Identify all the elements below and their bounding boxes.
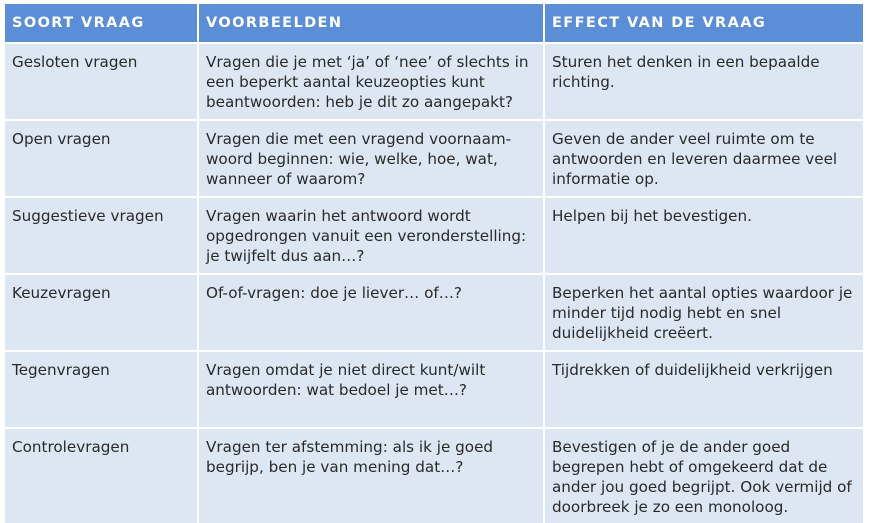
cell-question-type: Open vragen <box>5 120 198 197</box>
question-types-table <box>5 4 863 523</box>
cell-question-type: Suggestieve vragen <box>5 197 198 274</box>
cell-example: Vragen waarin het antwoord wordt opgedrongen vanuit een veronderstelling: je twijfelt dus aan…? <box>198 197 544 274</box>
table-row <box>5 351 863 428</box>
cell-example: Vragen die met een vragend voornaamwoord beginnen: wie, welke, hoe, wat, wanneer of waarom? <box>198 120 544 197</box>
cell-question-type: Keuzevragen <box>5 274 198 351</box>
cell-example: Vragen die je met ‘ja’ of ‘nee’ of slechts in een beperkt aantal keuzeopties kunt beantwoorden: heb je dit zo aangepakt? <box>198 43 544 120</box>
cell-effect: Beperken het aantal opties waardoor je minder tijd nodig hebt en snel duidelijkheid creëert. <box>544 274 863 351</box>
header-question-type: SOORT VRAAG <box>5 4 198 43</box>
cell-effect: Helpen bij het bevestigen. <box>544 197 863 274</box>
header-effect: EFFECT VAN DE VRAAG <box>544 4 863 43</box>
cell-example: Of-of-vragen: doe je liever… of…? <box>198 274 544 351</box>
cell-effect: Geven de ander veel ruimte om te antwoorden en leveren daarmee veel informatie op. <box>544 120 863 197</box>
table-row <box>5 43 863 120</box>
header-examples: VOORBEELDEN <box>198 4 544 43</box>
cell-example: Vragen ter afstemming: als ik je goed begrijp, ben je van mening dat…? <box>198 428 544 523</box>
cell-example: Vragen omdat je niet direct kunt/wilt antwoorden: wat bedoel je met…? <box>198 351 544 428</box>
table-row <box>5 120 863 197</box>
cell-question-type: Gesloten vragen <box>5 43 198 120</box>
table-header <box>5 4 863 43</box>
cell-effect: Sturen het denken in een bepaalde richting. <box>544 43 863 120</box>
table-row <box>5 428 863 523</box>
table-row <box>5 274 863 351</box>
table-body <box>5 43 863 523</box>
header-row <box>5 4 863 43</box>
cell-effect: Bevestigen of je de ander goed begrepen hebt of omgekeerd dat de ander jou goed begrijpt. Ook vermijd of doorbreek je zo een monoloog. <box>544 428 863 523</box>
cell-effect: Tijdrekken of duidelijkheid verkrijgen <box>544 351 863 428</box>
cell-question-type: Tegenvragen <box>5 351 198 428</box>
table-row <box>5 197 863 274</box>
cell-question-type: Controlevragen <box>5 428 198 523</box>
